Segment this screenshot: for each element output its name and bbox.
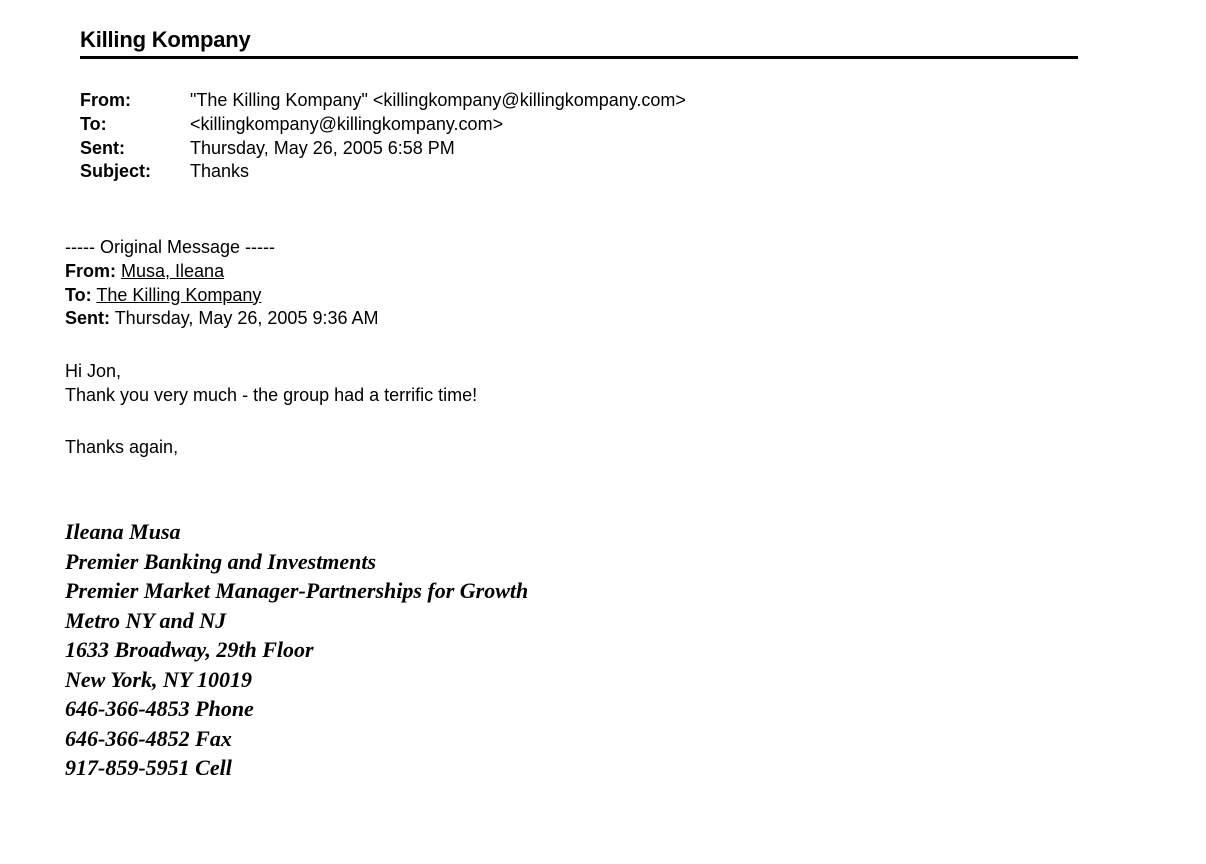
original-to-row [65, 284, 379, 308]
header-to-value: <killingkompany@killingkompany.com> [190, 113, 504, 134]
signature-fax: 646-366-4852 Fax [65, 725, 232, 751]
header-sent-value: Thursday, May 26, 2005 6:58 PM [190, 137, 455, 158]
original-sent-value: Thursday, May 26, 2005 9:36 AM [114, 308, 379, 329]
body-line: Thank you very much - the group had a terrific time! [65, 384, 478, 405]
message-body [65, 360, 477, 408]
header-from-label: From: [80, 90, 131, 110]
header-subject-label: Subject: [80, 161, 152, 182]
title-divider [80, 56, 1078, 59]
page-title: Killing Kompany [80, 27, 251, 52]
original-sent-label: Sent: [65, 308, 110, 329]
original-message-header [65, 236, 379, 331]
signature-block [65, 517, 528, 783]
header-from-row [80, 89, 686, 113]
signature-address: 1633 Broadway, 29th Floor [65, 637, 314, 662]
original-from-label: From: [65, 260, 116, 281]
original-to-label: To: [65, 284, 92, 305]
original-message-divider: ----- Original Message ----- [65, 237, 276, 257]
email-header [80, 89, 686, 184]
signature-cell: 917-859-5951 Cell [65, 755, 232, 780]
header-from-value: "The Killing Kompany" <killingkompany@killingkompany.com> [190, 90, 686, 110]
header-to-label: To: [80, 113, 107, 134]
signature-city: New York, NY 10019 [65, 666, 252, 692]
signature-line: Premier Banking and Investments [65, 548, 377, 574]
original-to-link[interactable]: The Killing Kompany [96, 284, 262, 305]
header-subject-row [80, 160, 686, 184]
original-from-row [65, 260, 379, 284]
header-sent-row [80, 137, 686, 161]
original-from-link[interactable]: Musa, Ileana [121, 260, 225, 281]
signature-line: Premier Market Manager-Partnerships for Growth [65, 578, 529, 603]
signature-phone: 646-366-4853 Phone [65, 696, 254, 721]
signature-line: Metro NY and NJ [65, 607, 227, 633]
header-subject-value: Thanks [190, 161, 250, 182]
header-to-row [80, 113, 686, 137]
body-greeting: Hi Jon, [65, 361, 122, 381]
body-closing: Thanks again, [65, 437, 179, 457]
original-sent-row [65, 307, 379, 331]
signature-name: Ileana Musa [65, 519, 181, 544]
header-sent-label: Sent: [80, 137, 125, 158]
